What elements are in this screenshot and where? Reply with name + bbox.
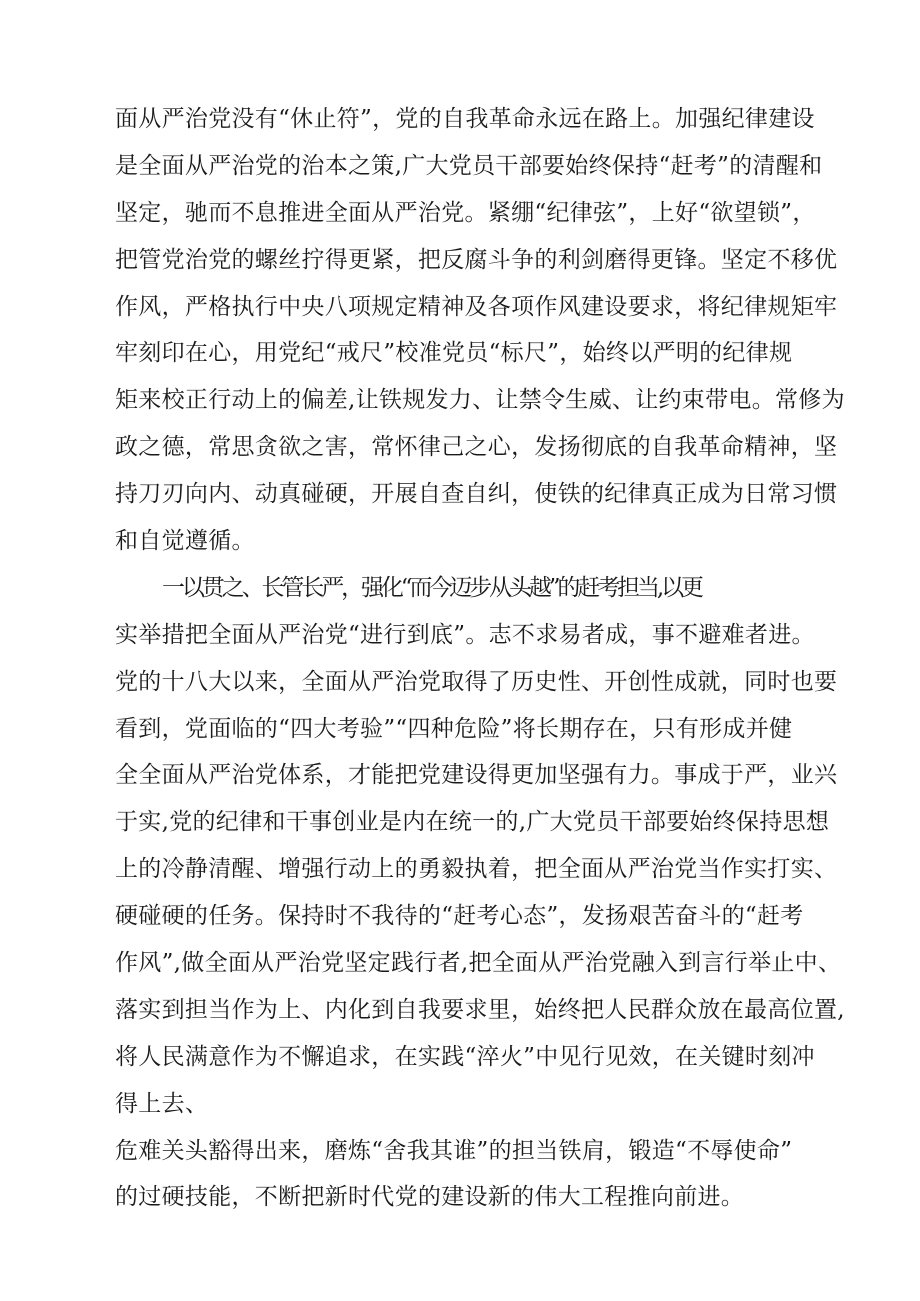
text-line: 看到，党面临的“四大考验”“四种危险”将长期存在，只有形成并健 — [115, 715, 793, 742]
text-line: 上的冷静清醒、增强行动上的勇毅执着，把全面从严治党当作实打实、 — [115, 856, 838, 883]
text-line: 把管党治党的螺丝拧得更紧，把反腐斗争的利剑磨得更锋。坚定不移优 — [115, 246, 838, 273]
text-line: 牢刻印在心，用党纪“戒尺”校准党员“标尺”，始终以严明的纪律规 — [115, 340, 793, 367]
text-line: 的过硬技能，不断把新时代党的建设新的伟大工程推向前进。 — [115, 1184, 745, 1211]
body-text — [115, 96, 855, 1221]
text-line: 面从严治党没有“休止符”，党的自我革命永远在路上。加强纪律建设 — [115, 106, 815, 132]
text-line: 作风，严格执行中央八项规定精神及各项作风建设要求，将纪律规矩牢 — [115, 293, 838, 320]
text-line: 政之德，常思贪欲之害，常怀律己之心，发扬彻底的自我革命精神，坚 — [115, 434, 838, 461]
text-line: 矩来校正行动上的偏差,让铁规发力、让禁令生威、让约束带电。常修为 — [115, 387, 845, 414]
text-line: 危难关头豁得出来，磨炼“舍我其谁”的担当铁肩，锻造“不辱使命” — [115, 1137, 793, 1164]
text-line: 持刀刃向内、动真碰硬，开展自查自纠，使铁的纪律真正成为日常习惯 — [115, 481, 838, 508]
text-line: 落实到担当作为上、内化到自我要求里，始终把人民群众放在最高位置, — [115, 996, 845, 1023]
text-line: 实举措把全面从严治党“进行到底”。志不求易者成，事不避难者进。 — [115, 621, 815, 648]
text-line: 将人民满意作为不懈追求，在实践“淬火”中见行见效，在关键时刻冲 — [115, 1043, 815, 1070]
text-line: 硬碰硬的任务。保持时不我待的“赶考心态”，发扬艰苦奋斗的“赶考 — [115, 903, 804, 930]
paragraph-first-line: 一以贯之、长管长严，强化“而今迈步从头越”的赶考担当,以更 — [162, 574, 701, 601]
text-line: 是全面从严治党的治本之策,广大党员干部要始终保持“赶考”的清醒和 — [115, 152, 823, 179]
text-line: 得上去、 — [115, 1090, 209, 1117]
text-line: 党的十八大以来，全面从严治党取得了历史性、开创性成就，同时也要 — [115, 668, 838, 695]
text-line: 和自觉遵循。 — [115, 528, 255, 555]
text-line: 坚定，驰而不息推进全面从严治党。紧绷“纪律弦”，上好“欲望锁”， — [115, 199, 816, 226]
text-line: 于实,党的纪律和干事创业是内在统一的,广大党员干部要始终保持思想 — [115, 809, 830, 836]
text-line: 全全面从严治党体系，才能把党建设得更加坚强有力。事成于严，业兴 — [115, 762, 838, 789]
text-line: 作风”,做全面从严治党坚定践行者,把全面从严治党融入到言行举止中、 — [115, 950, 842, 977]
